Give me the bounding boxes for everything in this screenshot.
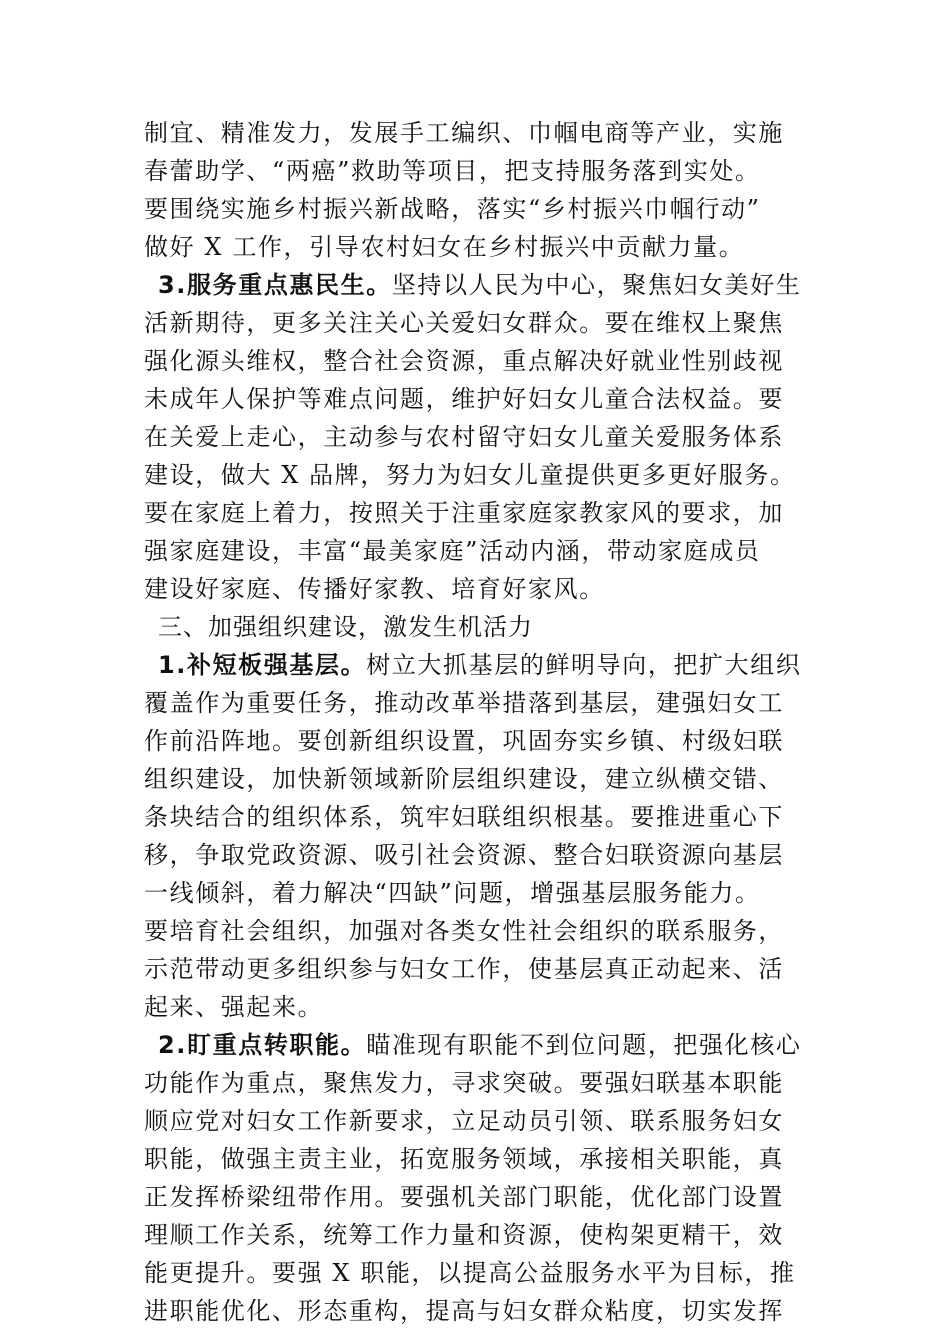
text-line: 组织建设，加快新领域新阶层组织建设，建立纵横交错、 (144, 765, 784, 793)
text-line: 要在家庭上着力，按照关于注重家庭家教家风的要求，加 (144, 499, 784, 527)
text-line: 活新期待，更多关注关心关爱妇女群众。要在维权上聚焦 (144, 309, 784, 337)
text-line: 强家庭建设，丰富“最美家庭”活动内涵，带动家庭成员 (144, 537, 761, 565)
text-line: 建设，做大 X 品牌，努力为妇女儿童提供更多更好服务。 (144, 461, 796, 489)
document-body (144, 114, 808, 1330)
text-line: 进职能优化、形态重构，提高与妇女群众粘度，切实发挥 (144, 1297, 784, 1325)
paragraph-heading: 2.盯重点转职能。 (158, 1031, 367, 1059)
text-line: 功能作为重点，聚焦发力，寻求突破。要强妇联基本职能 (144, 1069, 784, 1097)
text-line: 要培育社会组织，加强对各类女性社会组织的联系服务， (144, 917, 784, 945)
text-line: 理顺工作关系，统筹工作力量和资源，使构架更精干，效 (144, 1221, 784, 1249)
paragraph-text: 树立大抓基层的鲜明导向，把扩大组织 (366, 651, 802, 679)
section-heading: 三、加强组织建设，激发生机活力 (158, 613, 533, 641)
text-line: 正发挥桥梁纽带作用。要强机关部门职能，优化部门设置 (144, 1183, 784, 1211)
text-line: 强化源头维权，整合社会资源，重点解决好就业性别歧视 (144, 347, 784, 375)
paragraph-heading: 1.补短板强基层。 (158, 651, 367, 679)
text-line: 制宜、精准发力，发展手工编织、巾帼电商等产业，实施 (144, 119, 784, 147)
paragraph-start-line (144, 1026, 808, 1064)
text-line: 能更提升。要强 X 职能，以提高公益服务水平为目标，推 (144, 1259, 796, 1287)
text-line: 做好 X 工作，引导农村妇女在乡村振兴中贡献力量。 (144, 233, 745, 261)
text-line: 示范带动更多组织参与妇女工作，使基层真正动起来、活 (144, 955, 784, 983)
paragraph-text: 瞄准现有职能不到位问题，把强化核心 (366, 1031, 802, 1059)
text-line: 起来、强起来。 (144, 993, 324, 1021)
text-line: 作前沿阵地。要创新组织设置，巩固夯实乡镇、村级妇联 (144, 727, 784, 755)
text-line: 春蕾助学、“两癌”救助等项目，把支持服务落到实处。 (144, 157, 761, 185)
text-line: 职能，做强主责主业，拓宽服务领域，承接相关职能，真 (144, 1145, 784, 1173)
paragraph-text: 坚持以人民为中心，聚焦妇女美好生 (391, 271, 802, 299)
text-line: 在关爱上走心，主动参与农村留守妇女儿童关爱服务体系 (144, 423, 784, 451)
text-line: 移，争取党政资源、吸引社会资源、整合妇联资源向基层 (144, 841, 784, 869)
text-line: 顺应党对妇女工作新要求，立足动员引领、联系服务妇女 (144, 1107, 784, 1135)
text-line: 未成年人保护等难点问题，维护好妇女儿童合法权益。要 (144, 385, 784, 413)
paragraph-start-line (144, 266, 808, 304)
text-line: 建设好家庭、传播好家教、培育好家风。 (144, 575, 605, 603)
text-line: 覆盖作为重要任务，推动改革举措落到基层，建强妇女工 (144, 689, 784, 717)
paragraph-start-line (144, 646, 808, 684)
text-line: 要围绕实施乡村振兴新战略，落实“乡村振兴巾帼行动” (144, 195, 761, 223)
paragraph-heading: 3.服务重点惠民生。 (158, 271, 392, 299)
text-line: 一线倾斜，着力解决“四缺”问题，增强基层服务能力。 (144, 879, 761, 907)
text-line: 条块结合的组织体系，筑牢妇联组织根基。要推进重心下 (144, 803, 784, 831)
